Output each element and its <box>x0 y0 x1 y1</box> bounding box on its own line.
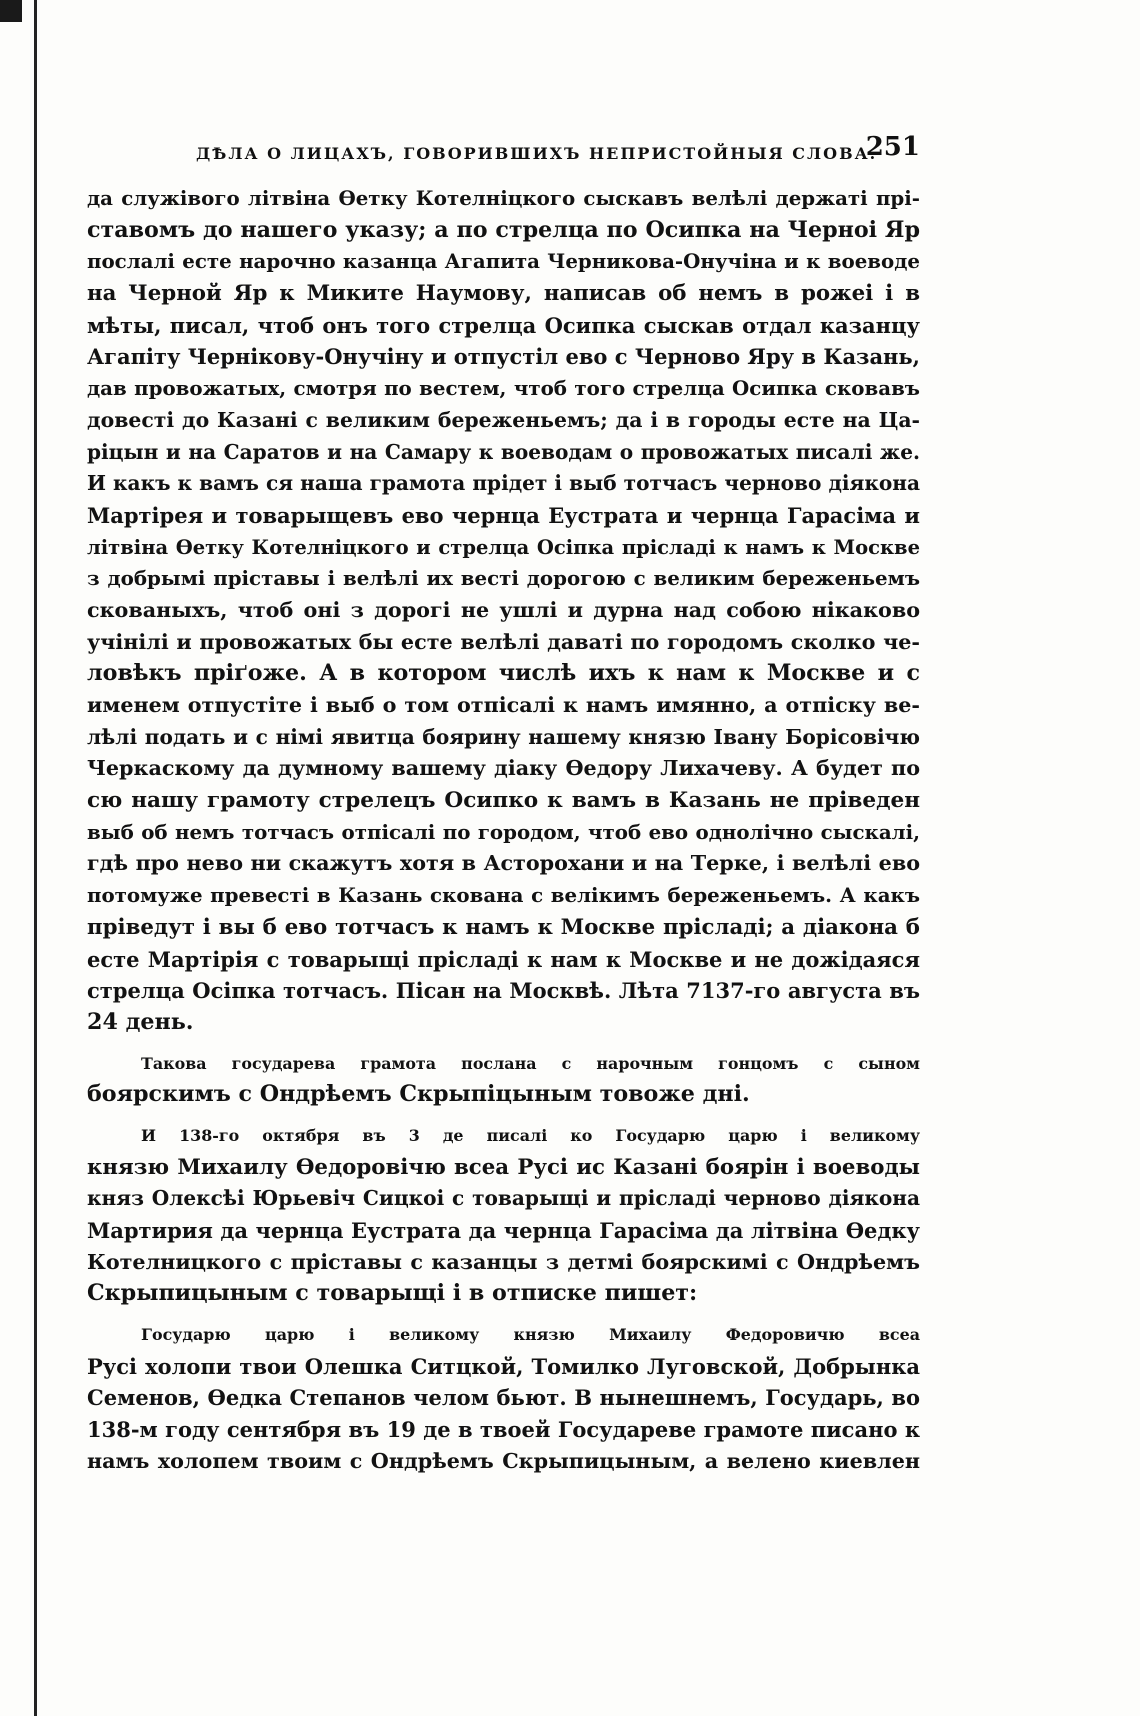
text-line: князю Михаилу Өедоровічю всеа Русі ис Казані боярін і воеводы <box>87 1154 920 1180</box>
text-line: Такова государева грамота послана с нарочным гонцомъ с сыном <box>141 1053 920 1073</box>
text-line: княз Олексѣі Юрьевіч Сицкоі с товарыщі и прісладі черново діякона <box>87 1186 920 1211</box>
text-line: ловѣкъ пріґоже. А в котором числѣ ихъ к нам к Москве и с <box>87 660 920 687</box>
paragraph-gap <box>87 1310 920 1319</box>
running-title: ДѢЛА О ЛИЦАХЪ, ГОВОРИВШИХЪ НЕПРИСТОЙНЫЯ СЛОВА. <box>196 144 878 163</box>
text-line: намъ холопем твоим с Ондрѣемъ Скрыпицыным, а велено киевлен <box>87 1448 920 1473</box>
text-line: именем отпустіте і выб о том отпісалі к намъ имянно, а отпіску ве- <box>87 693 920 717</box>
text-line: потомуже превесті в Казань скована с велікимъ береженьемъ. А какъ <box>87 883 920 908</box>
text-line: учінілі и провожатых бы есте велѣлі даваті по городомъ сколко че- <box>87 629 920 654</box>
text-line: И 138-го октября въ 3 де писалі ко Государю царю і великому <box>141 1125 920 1145</box>
paragraph-2 <box>87 1048 920 1111</box>
text-line: Черкаскому да думному вашему діаку Өедору Лихачеву. А будет по <box>87 756 920 781</box>
text-line: 24 день. <box>87 1008 194 1035</box>
text-line: Мартірея и товарыщевъ ево чернца Еустрата и чернца Гарасіма и <box>87 502 920 528</box>
text-line: ріцын и на Саратов и на Самару к воеводам о провожатых писалі же. <box>87 439 920 464</box>
text-line: довесті до Казані с великим береженьемъ; да і в городы есте на Ца- <box>87 407 920 432</box>
body-text <box>87 183 920 1478</box>
text-line: пріведут і вы б ево тотчасъ к намъ к Москве прісладі; а діакона б <box>87 914 920 940</box>
text-line: мѣты, писал, чтоб онъ того стрелца Осипка сыскав отдал казанцу <box>87 312 920 338</box>
text-line: Мартирия да чернца Еустрата да чернца Гарасіма да літвіна Өедку <box>87 1218 920 1243</box>
text-line: гдѣ про нево ни скажутъ хотя в Асторохани и на Терке, і велѣлі ево <box>87 851 920 876</box>
text-line: сю нашу грамоту стрелецъ Осипко к вамъ в Казань не пріведен <box>87 788 920 814</box>
text-line: Семенов, Өедка Степанов челом бьют. В нынешнемъ, Государь, во <box>87 1385 920 1411</box>
paragraph-gap <box>87 1039 920 1048</box>
text-line: стрелца Осіпка тотчасъ. Пісан на Москвѣ. Лѣта 7137-го августа въ <box>87 978 920 1004</box>
text-line: Русі холопи твои Олешка Ситцкой, Томилко Луговской, Добрынка <box>87 1353 920 1379</box>
running-header <box>196 132 920 172</box>
text-line: выб об немъ тотчасъ отпісалі по городом, чтоб ево однолічно сыскалі, <box>87 819 920 844</box>
text-line: Скрыпицыным с товарыщі і в отписке пишет: <box>87 1280 698 1307</box>
scan-edge-line <box>34 0 37 1716</box>
text-line: скованыхъ, чтоб оні з дорогі не ушлі и дурна над собою нікаково <box>87 597 920 622</box>
paragraph-4 <box>87 1319 920 1477</box>
scan-corner-mark <box>0 0 22 22</box>
text-line: 138-м году сентября въ 19 де в твоей Государеве грамоте писано к <box>87 1417 920 1443</box>
text-line: з добрымі пріставы і велѣлі их весті дорогою с великим береженьемъ <box>87 566 920 591</box>
text-line: лѣлі подать и с німі явитца боярину нашему князю Івану Борісовічю <box>87 724 920 749</box>
text-line: боярскимъ с Ондрѣемъ Скрыпіцыным товоже дні. <box>87 1081 750 1108</box>
text-line: послалі есте нарочно казанца Агапита Черникова-Онучіна и к воеводе <box>87 249 920 274</box>
text-line: есте Мартірія с товарыщі прісладі к нам к Москве и не дожідаяся <box>87 946 920 972</box>
paragraph-3 <box>87 1120 920 1310</box>
text-line: Государю царю і великому князю Михаилу Федоровичю всеа <box>141 1325 920 1345</box>
text-line: дав провожатых, смотря по вестем, чтоб того стрелца Осипка сковавъ <box>87 376 920 401</box>
text-line: ставомъ до нашего указу; а по стрелца по Осипка на Черноі Яр <box>87 216 920 243</box>
text-line: на Черной Яр к Миките Наумову, написав об немъ в рожеі і в <box>87 281 920 307</box>
page-number: 251 <box>865 132 920 162</box>
text-line: Котелницкого с пріставы с казанцы з детмі боярскимі с Ондрѣемъ <box>87 1249 920 1274</box>
paragraph-gap <box>87 1111 920 1120</box>
text-line: літвіна Өетку Котелніцкого и стрелца Осіпка прісладі к намъ к Москве <box>87 535 920 559</box>
text-line: И какъ к вамъ ся наша грамота прідет і выб тотчасъ черново діякона <box>87 471 920 496</box>
paragraph-1 <box>87 183 920 1039</box>
text-line: да служівого літвіна Өетку Котелніцкого сыскавъ велѣлі держаті прі- <box>87 186 920 210</box>
text-line: Агапіту Чернікову-Онучіну и отпустіл ево с Черново Яру в Казань, <box>87 344 920 370</box>
